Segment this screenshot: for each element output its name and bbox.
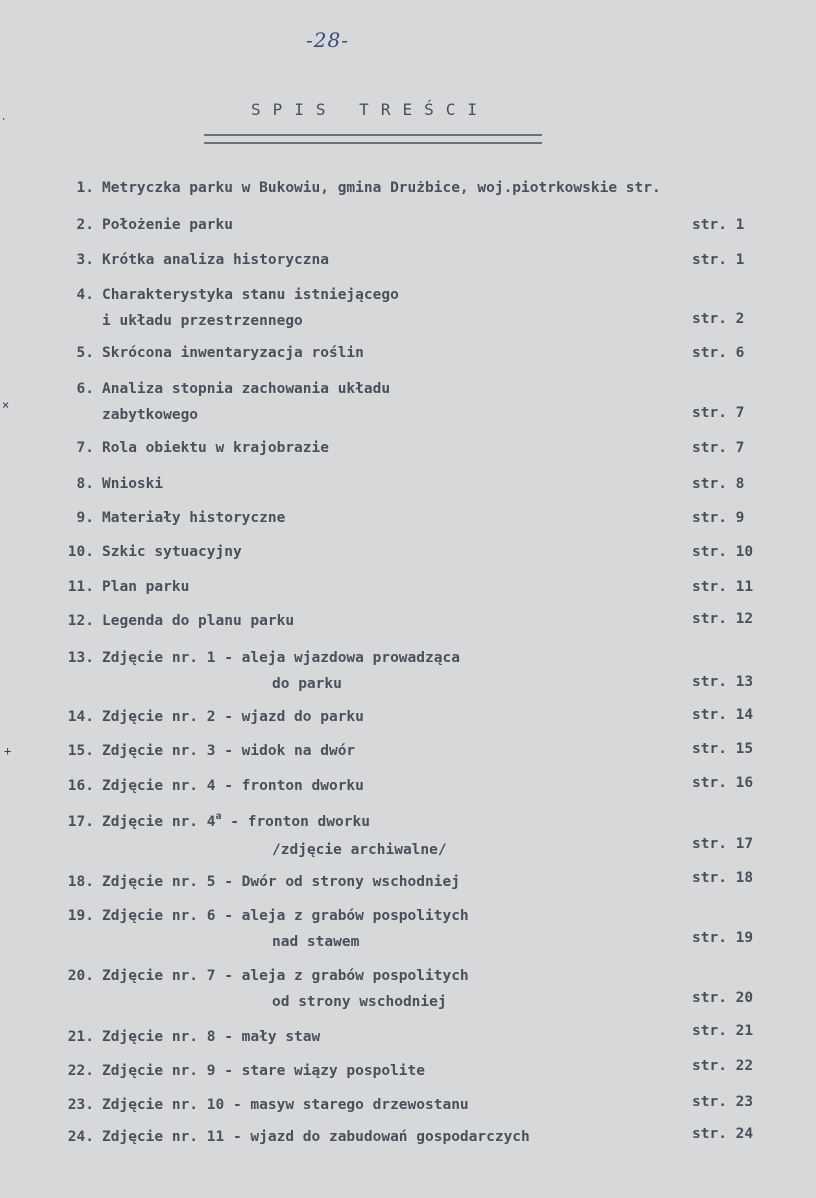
entry-page: str. 24 bbox=[692, 1126, 754, 1142]
entry-page: str. 16 bbox=[692, 775, 754, 791]
entry-number: 9. bbox=[76, 510, 94, 526]
entry-title: Rola obiektu w krajobrazie bbox=[102, 440, 329, 456]
entry-title: Zdjęcie nr. 7 - aleja z grabów pospolitych bbox=[102, 968, 469, 984]
entry-number: 22. bbox=[67, 1063, 94, 1079]
entry-number: 18. bbox=[67, 874, 94, 890]
entry-number: 20. bbox=[67, 968, 94, 984]
entry-title: Materiały historyczne bbox=[102, 510, 286, 526]
entry-number: 13. bbox=[67, 650, 94, 666]
entry-number: 19. bbox=[67, 908, 94, 924]
entry-title: Charakterystyka stanu istniejącego bbox=[102, 287, 399, 303]
entry-number: 3. bbox=[76, 252, 94, 268]
entry-title-part: - fronton dworku bbox=[221, 814, 370, 830]
entry-title: Zdjęcie nr. 8 - mały staw bbox=[102, 1029, 321, 1045]
entry-number: 12. bbox=[67, 613, 94, 629]
entry-title: Zdjęcie nr. 3 - widok na dwór bbox=[102, 743, 356, 759]
entry-page: str. 2 bbox=[692, 311, 745, 327]
entry-page: str. 7 bbox=[692, 440, 745, 456]
entry-title: Analiza stopnia zachowania układu bbox=[102, 381, 391, 397]
entry-title-continued: zabytkowego bbox=[102, 407, 199, 423]
entry-title-continued: nad stawem bbox=[272, 934, 360, 950]
entry-title: Szkic sytuacyjny bbox=[102, 544, 242, 560]
entry-page: str. 14 bbox=[692, 707, 754, 723]
entry-title: Legenda do planu parku bbox=[102, 613, 295, 629]
entry-page: str. 17 bbox=[692, 836, 754, 852]
entry-title: Plan parku bbox=[102, 579, 190, 595]
entry-page: str. 10 bbox=[692, 544, 754, 560]
entry-number: 8. bbox=[76, 476, 94, 492]
entry-number: 24. bbox=[67, 1129, 94, 1145]
entry-title: Wnioski bbox=[102, 476, 164, 492]
entry-number: 5. bbox=[76, 345, 94, 361]
entry-page: str. 15 bbox=[692, 741, 754, 757]
entry-title bbox=[102, 811, 370, 830]
entry-title: Zdjęcie nr. 2 - wjazd do parku bbox=[102, 709, 364, 725]
entry-page: str. 9 bbox=[692, 510, 745, 526]
margin-mark: × bbox=[2, 398, 10, 412]
entry-page: str. 1 bbox=[692, 252, 745, 268]
entry-number: 23. bbox=[67, 1097, 94, 1113]
entry-number: 6. bbox=[76, 381, 94, 397]
entry-title-continued: od strony wschodniej bbox=[272, 994, 447, 1010]
entry-page: str. 1 bbox=[692, 217, 745, 233]
margin-mark: ⸳ bbox=[2, 110, 6, 124]
entry-title: Metryczka parku w Bukowiu, gmina Drużbice, woj.piotrkowskie str. bbox=[102, 180, 661, 196]
entry-number: 14. bbox=[67, 709, 94, 725]
entry-title: Zdjęcie nr. 6 - aleja z grabów pospolitych bbox=[102, 908, 469, 924]
entry-title-superscript: a bbox=[215, 811, 222, 822]
entry-page: str. 13 bbox=[692, 674, 754, 690]
entry-number: 7. bbox=[76, 440, 94, 456]
entry-number: 11. bbox=[67, 579, 94, 595]
entry-title-continued: /zdjęcie archiwalne/ bbox=[272, 842, 447, 858]
entry-number: 15. bbox=[67, 743, 94, 759]
entry-page: str. 11 bbox=[692, 579, 754, 595]
entry-page: str. 7 bbox=[692, 405, 745, 421]
entry-title-continued: i układu przestrzennego bbox=[102, 313, 303, 329]
entry-title: Zdjęcie nr. 5 - Dwór od strony wschodniej bbox=[102, 874, 460, 890]
page-number: -28- bbox=[306, 28, 349, 52]
entry-title: Położenie parku bbox=[102, 217, 233, 233]
title-underline bbox=[204, 134, 542, 144]
entry-page: str. 19 bbox=[692, 930, 754, 946]
entry-title: Zdjęcie nr. 10 - masyw starego drzewostanu bbox=[102, 1097, 469, 1113]
entry-title: Krótka analiza historyczna bbox=[102, 252, 329, 268]
entry-page: str. 23 bbox=[692, 1094, 754, 1110]
entry-number: 4. bbox=[76, 287, 94, 303]
entry-number: 10. bbox=[67, 544, 94, 560]
entry-page: str. 21 bbox=[692, 1023, 754, 1039]
entry-number: 1. bbox=[76, 180, 94, 196]
entry-page: str. 20 bbox=[692, 990, 754, 1006]
entry-page: str. 12 bbox=[692, 611, 754, 627]
page-title: SPIS TREŚCI bbox=[251, 100, 489, 119]
entry-title: Zdjęcie nr. 9 - stare wiązy pospolite bbox=[102, 1063, 426, 1079]
entry-number: 2. bbox=[76, 217, 94, 233]
entry-page: str. 6 bbox=[692, 345, 745, 361]
entry-number: 17. bbox=[67, 814, 94, 830]
entry-title-continued: do parku bbox=[272, 676, 342, 692]
entry-number: 21. bbox=[67, 1029, 94, 1045]
entry-title: Zdjęcie nr. 4 - fronton dworku bbox=[102, 778, 364, 794]
entry-page: str. 8 bbox=[692, 476, 745, 492]
entry-title: Zdjęcie nr. 1 - aleja wjazdowa prowadząca bbox=[102, 650, 460, 666]
entry-page: str. 22 bbox=[692, 1058, 754, 1074]
entry-title: Skrócona inwentaryzacja roślin bbox=[102, 345, 364, 361]
entry-page: str. 18 bbox=[692, 870, 754, 886]
entry-title: Zdjęcie nr. 11 - wjazd do zabudowań gospodarczych bbox=[102, 1129, 530, 1145]
entry-number: 16. bbox=[67, 778, 94, 794]
margin-mark: + bbox=[4, 744, 12, 758]
entry-title-part: Zdjęcie nr. 4 bbox=[102, 814, 216, 830]
